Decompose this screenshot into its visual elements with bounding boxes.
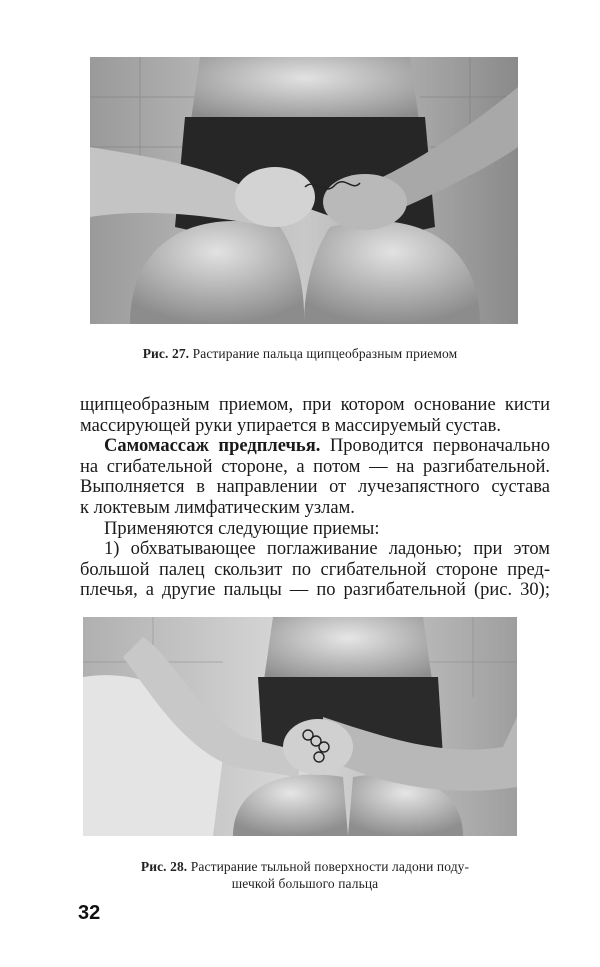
figure-28-caption-line-1 [70, 858, 540, 875]
figure-28-caption-text-1: Растирание тыльной поверхности ладони поду- [190, 859, 470, 874]
figure-28-photo [83, 617, 517, 836]
figure-27-photo [90, 57, 518, 324]
paragraph-2 [80, 436, 550, 518]
figure-27-caption-text: Растирание пальца щипцеобразным приемом [192, 346, 458, 361]
body-text [80, 395, 550, 601]
paragraph-2-line-1-rest: Проводится первоначально [320, 436, 550, 457]
paragraph-1-line-1: щипцеобразным приемом, при котором основание кисти [80, 395, 550, 415]
massage-photo-image [83, 617, 517, 836]
paragraph-4-line-2: большой палец скользит по сгибательной стороне пред- [80, 559, 550, 580]
paragraph-4-line-3: плечья, а другие пальцы — по разгибательной (рис. 30); [80, 580, 550, 601]
figure-28-caption [70, 858, 540, 892]
paragraph-4 [80, 539, 550, 601]
figure-27-caption [60, 345, 540, 362]
paragraph-3 [80, 519, 550, 540]
paragraph-2-heading: Самомассаж предплечья. [104, 436, 321, 457]
paragraph-4-line-1: 1) обхватывающее поглаживание ладонью; при этом [104, 539, 550, 560]
paragraph-2-line-3: Выполняется в направлении от лучезапястного сустава [80, 477, 550, 498]
paragraph-1-line-2: массирующей руки упирается в массируемый сустав. [80, 415, 501, 436]
massage-photo-image [90, 57, 518, 324]
paragraph-2-line-1 [80, 436, 550, 457]
page-number: 32 [78, 902, 101, 924]
paragraph-3-line-1: Применяются следующие приемы: [104, 518, 380, 539]
paragraph-2-line-4: к локтевым лимфатическим узлам. [80, 497, 355, 518]
paragraph-2-line-2: на сгибательной стороне, а потом — на разгибательной. [80, 456, 550, 477]
figure-28-label: Рис. 28. [140, 859, 188, 874]
figure-27-label: Рис. 27. [142, 346, 190, 361]
paragraph-1 [80, 395, 550, 436]
figure-28-caption-line-2: шечкой большого пальца [231, 876, 379, 891]
